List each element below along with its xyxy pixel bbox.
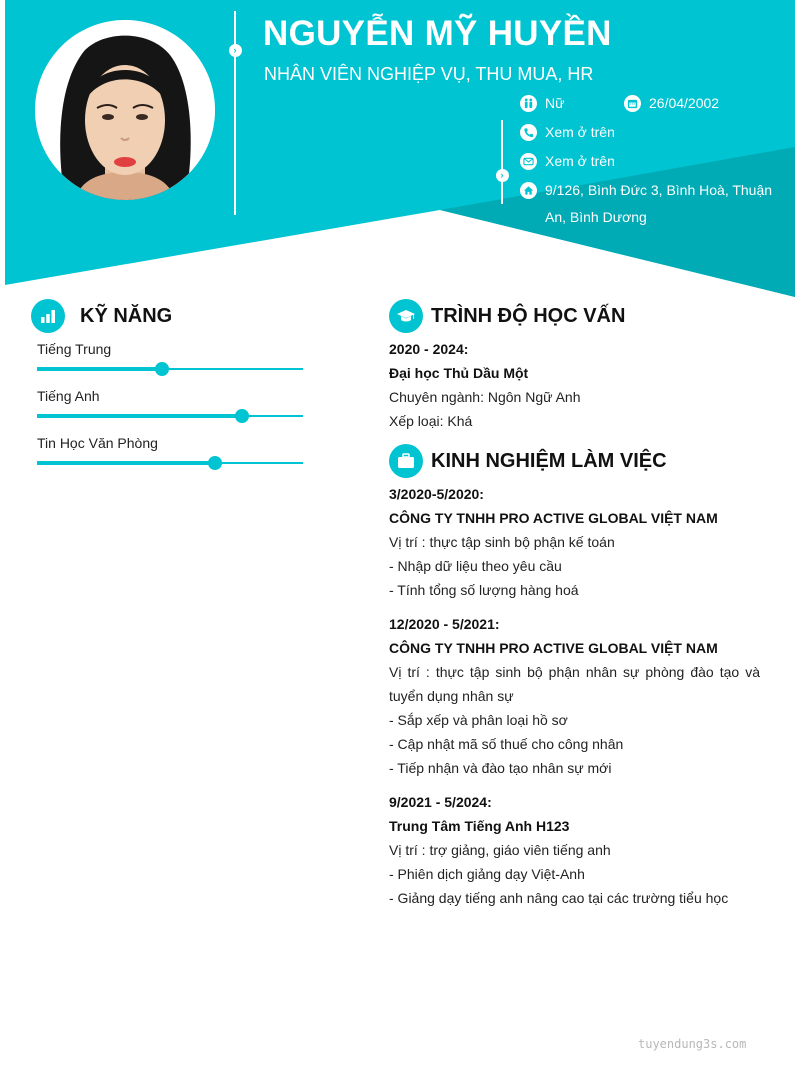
slider-knob [235,409,249,423]
skills-title: KỸ NĂNG [80,304,173,327]
job-task: - Giảng dạy tiếng anh nâng cao tại các trường tiểu học [389,890,729,906]
skill-label: Tin Học Văn Phòng [37,435,158,451]
job-entry [389,612,760,780]
job-position: Vị trí : thực tập sinh bộ phận nhân sự phòng đào tạo và tuyển dụng nhân sự [389,664,760,704]
skill-level-slider [37,409,303,423]
job-title: NHÂN VIÊN NGHIỆP VỤ, THU MUA, HR [264,64,594,84]
school-name: Đại học Thủ Dầu Một [389,365,529,381]
job-task: - Tính tổng số lượng hàng hoá [389,582,579,598]
company-name: CÔNG TY TNHH PRO ACTIVE GLOBAL VIỆT NAM [389,510,718,526]
info-divider [501,120,503,204]
gender-icon [520,95,537,112]
candidate-name: NGUYỄN MỸ HUYỀN [263,14,612,53]
calendar-icon [624,95,641,112]
job-task: - Cập nhật mã số thuế cho công nhân [389,736,624,752]
mail-icon [520,153,537,170]
job-position: Vị trí : thực tập sinh bộ phận kế toán [389,534,615,550]
education-entry [389,337,760,433]
job-task: - Nhập dữ liệu theo yêu cầu [389,558,562,574]
home-icon [520,182,537,199]
education-heading [389,299,625,333]
job-task: - Sắp xếp và phân loại hồ sơ [389,712,568,728]
job-entry [389,790,760,910]
job-period: 3/2020-5/2020: [389,486,484,502]
chevron-right-icon: › [229,44,242,57]
profile-photo [35,20,215,200]
job-task: - Phiên dịch giảng dạy Việt-Anh [389,866,585,882]
skill-label: Tiếng Trung [37,341,112,357]
experience-heading [389,444,667,478]
job-entry [389,482,760,602]
education-title: TRÌNH ĐỘ HỌC VẤN [431,304,626,327]
avatar [35,20,215,200]
chevron-right-icon: › [496,169,509,182]
job-period: 9/2021 - 5/2024: [389,794,492,810]
skill-item [37,387,303,423]
slider-knob [155,362,169,376]
briefcase-icon [389,444,423,478]
job-period: 12/2020 - 5/2021: [389,616,500,632]
slider-knob [208,456,222,470]
skill-label: Tiếng Anh [37,388,100,404]
job-task: - Tiếp nhận và đào tạo nhân sự mới [389,760,612,776]
header-divider [234,11,236,215]
experience-title: KINH NGHIỆM LÀM VIỆC [431,449,667,472]
company-name: Trung Tâm Tiếng Anh H123 [389,818,570,834]
skill-level-slider [37,456,303,470]
skill-level-slider [37,362,303,376]
skill-item [37,340,303,376]
graduation-cap-icon [389,299,423,333]
skill-item [37,434,303,470]
phone-icon [520,124,537,141]
major: Chuyên ngành: Ngôn Ngữ Anh [389,389,581,405]
company-name: CÔNG TY TNHH PRO ACTIVE GLOBAL VIỆT NAM [389,640,718,656]
grade: Xếp loại: Khá [389,413,473,429]
education-period: 2020 - 2024: [389,341,469,357]
bar-chart-icon [31,299,65,333]
skills-heading [31,299,172,333]
watermark: tuyendung3s.com [638,1037,747,1051]
job-position: Vị trí : trợ giảng, giáo viên tiếng anh [389,842,611,858]
